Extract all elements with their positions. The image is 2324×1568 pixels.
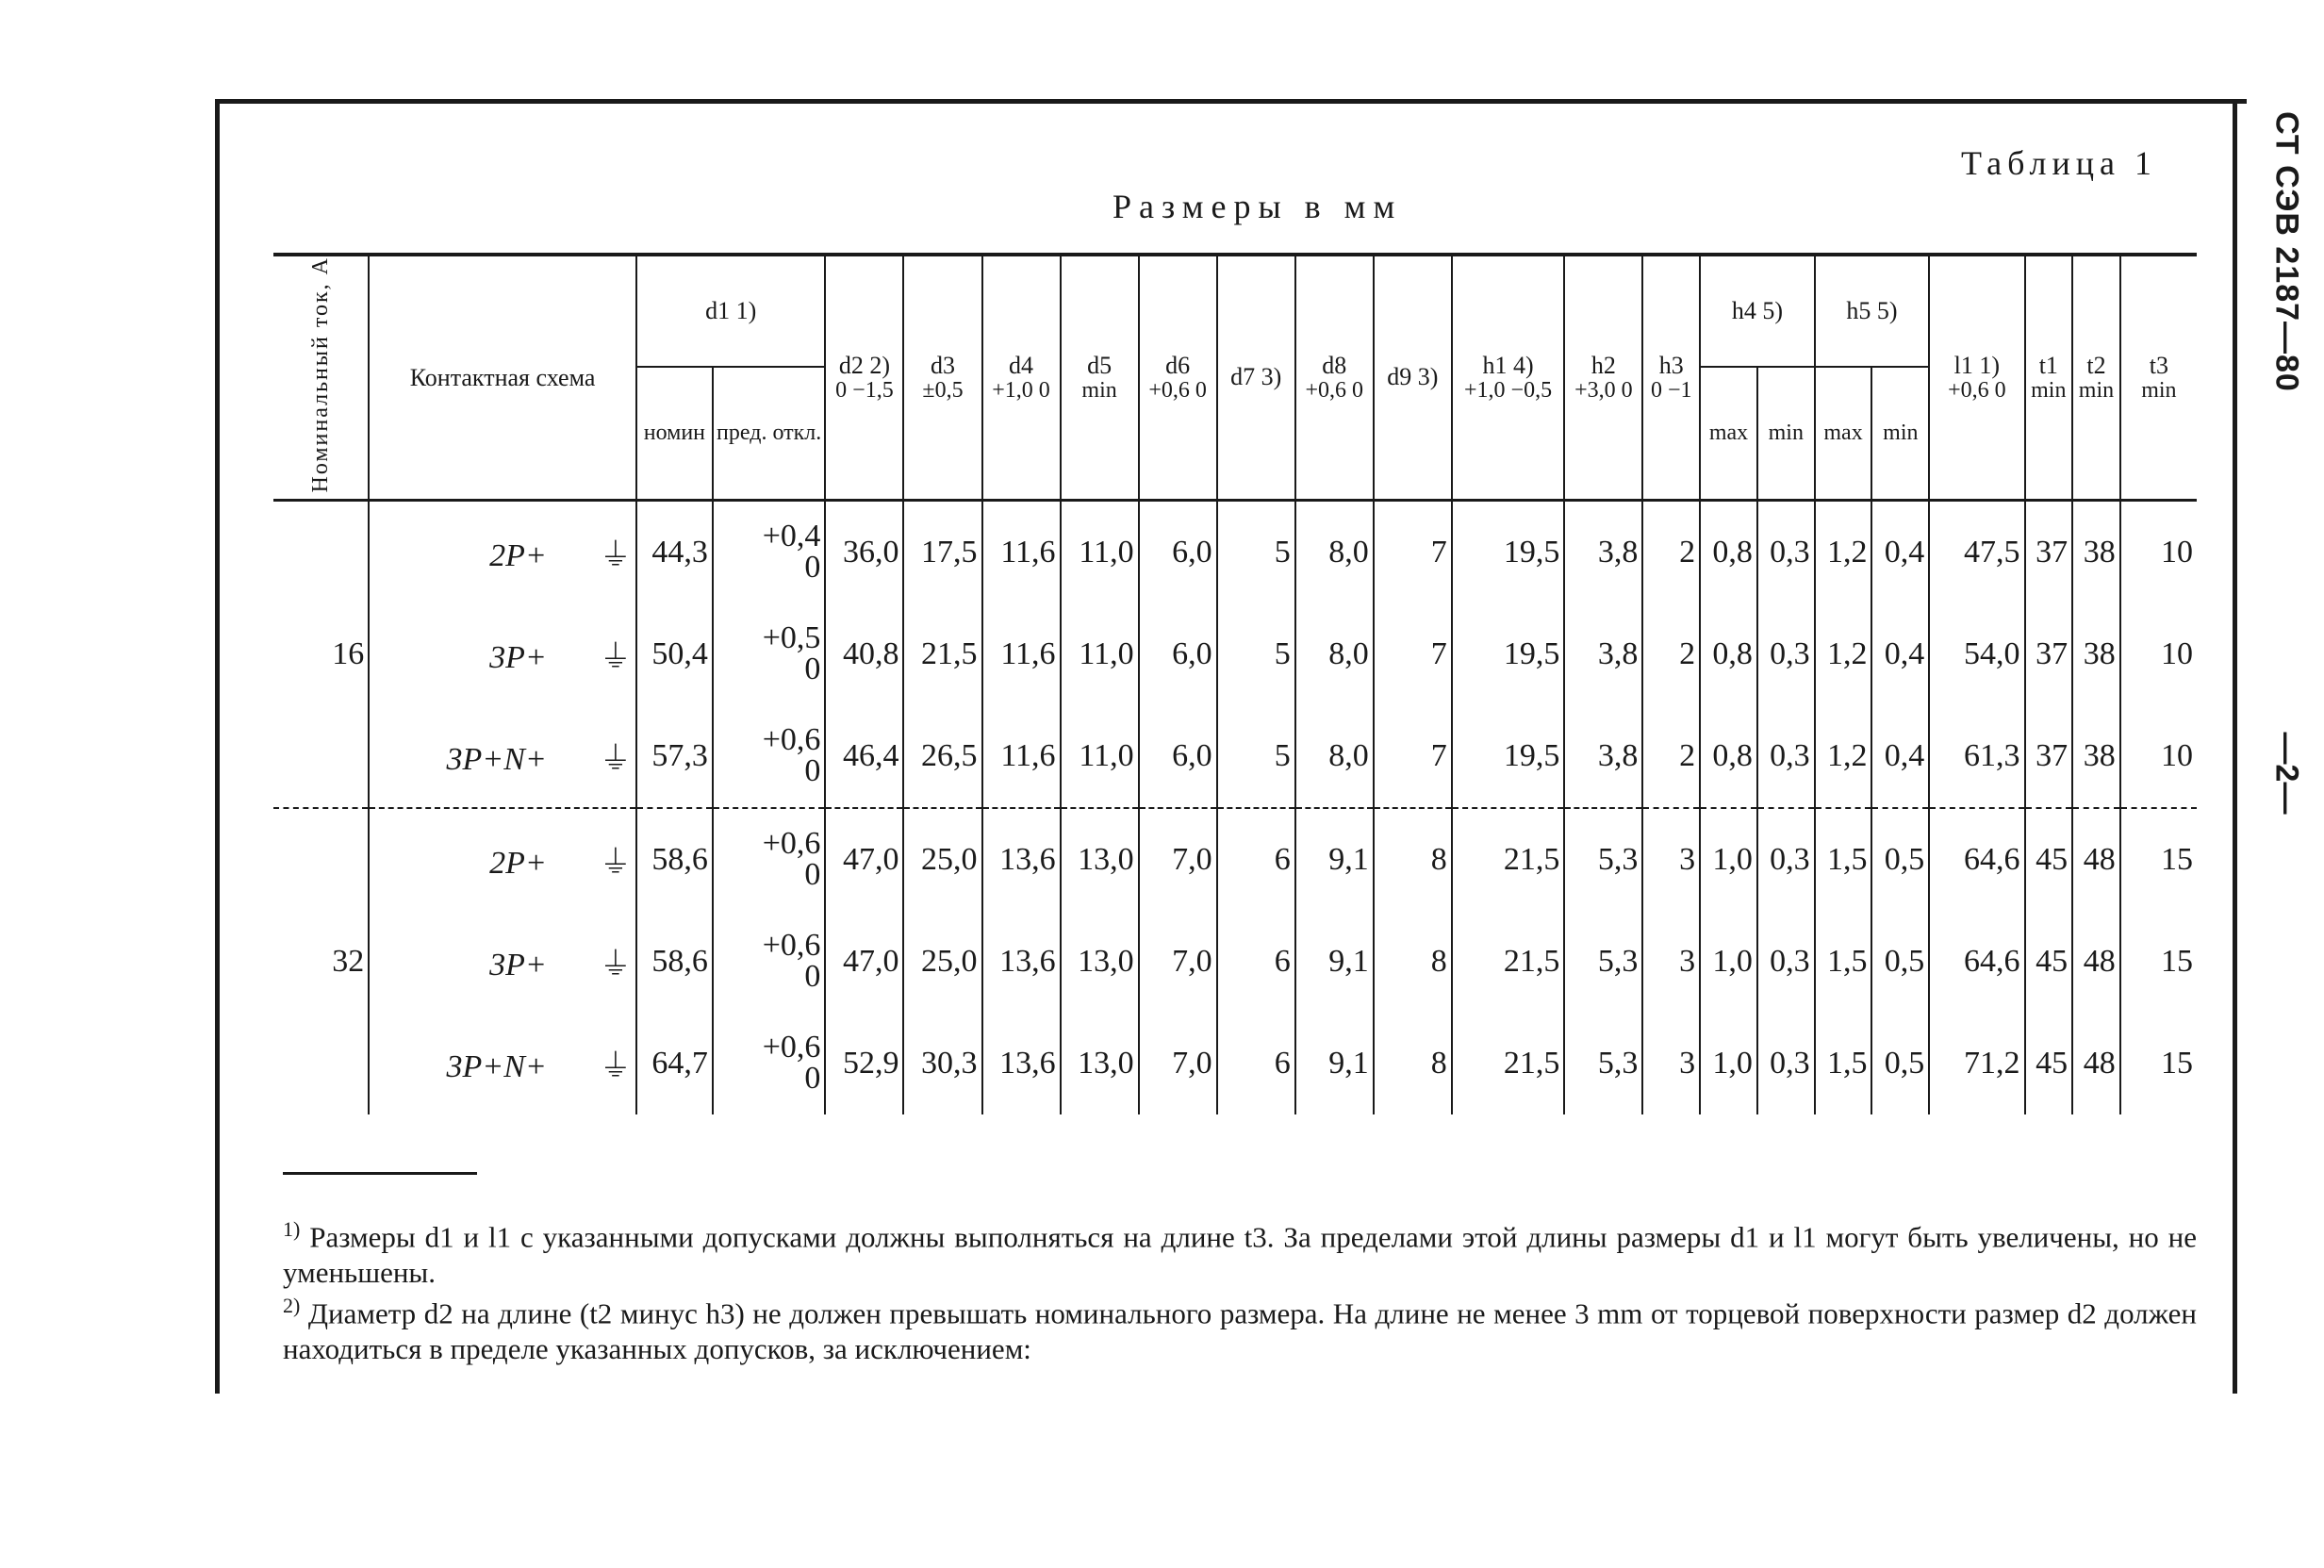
t3-cell: 15: [2120, 808, 2197, 911]
d9-cell: 7: [1374, 500, 1452, 603]
deviation-lower: 0: [804, 549, 821, 585]
d6-cell: 6,0: [1139, 603, 1217, 705]
d7-cell: 5: [1217, 500, 1295, 603]
contact-scheme-cell: [369, 911, 636, 1013]
deviation-lower: 0: [804, 651, 821, 686]
h2-cell: 3,8: [1564, 705, 1642, 808]
h5-min-cell: 0,4: [1871, 705, 1929, 808]
t1-cell: 37: [2025, 500, 2073, 603]
footnote-2: [283, 1288, 2197, 1367]
d4-cell: 11,6: [982, 705, 1061, 808]
t2-cell: 48: [2072, 1013, 2120, 1114]
deviation-upper: +0,6: [762, 1030, 821, 1065]
h2-cell: 5,3: [1564, 808, 1642, 911]
d9-cell: 8: [1374, 808, 1452, 911]
h5-min-cell: 0,5: [1871, 911, 1929, 1013]
d2-cell: 36,0: [825, 500, 903, 603]
d8-cell: 9,1: [1295, 808, 1374, 911]
deviation-lower: 0: [804, 958, 821, 994]
col-h4: h4 5): [1700, 255, 1815, 367]
h3-cell: 3: [1642, 911, 1700, 1013]
d8-cell: 9,1: [1295, 1013, 1374, 1114]
rated-current-cell: 16: [273, 500, 369, 808]
t3-cell: 15: [2120, 911, 2197, 1013]
ground-icon: ⏚: [599, 538, 632, 574]
scheme-label: 2P+: [489, 538, 547, 574]
t2-cell: 48: [2072, 808, 2120, 911]
d5-cell: 11,0: [1061, 500, 1139, 603]
h4-max-cell: 0,8: [1700, 705, 1757, 808]
h4-min-cell: 0,3: [1757, 500, 1815, 603]
h5-max-cell: 1,5: [1815, 808, 1872, 911]
h2-cell: 3,8: [1564, 500, 1642, 603]
h4-max-cell: 0,8: [1700, 500, 1757, 603]
col-d5: d5 min: [1061, 255, 1139, 500]
l1-cell: 47,5: [1929, 500, 2024, 603]
h2-cell: 5,3: [1564, 1013, 1642, 1114]
d2-cell: 47,0: [825, 808, 903, 911]
table-row: [273, 500, 2197, 603]
h4-min-cell: 0,3: [1757, 911, 1815, 1013]
d5-cell: 13,0: [1061, 911, 1139, 1013]
col-h4-max: max: [1700, 367, 1757, 500]
h1-cell: 21,5: [1452, 1013, 1565, 1114]
table-row: [273, 603, 2197, 705]
deviation-lower: 0: [804, 752, 821, 788]
footnote-rule: [283, 1172, 477, 1175]
d3-cell: 25,0: [903, 911, 981, 1013]
l1-cell: 64,6: [1929, 911, 2024, 1013]
t1-cell: 37: [2025, 603, 2073, 705]
d1-deviation-cell: [713, 603, 826, 705]
d2-cell: 46,4: [825, 705, 903, 808]
page-frame-right: [2233, 99, 2237, 1394]
t2-cell: 48: [2072, 911, 2120, 1013]
d7-cell: 6: [1217, 1013, 1295, 1114]
table-row: [273, 808, 2197, 911]
d7-cell: 5: [1217, 705, 1295, 808]
page-frame-left: [215, 99, 220, 1394]
ground-icon: ⏚: [599, 742, 632, 778]
deviation-upper: +0,6: [762, 928, 821, 964]
d9-cell: 8: [1374, 911, 1452, 1013]
d3-cell: 25,0: [903, 808, 981, 911]
col-d2: d2 2) 0 −1,5: [825, 255, 903, 500]
d8-cell: 8,0: [1295, 603, 1374, 705]
ground-icon: ⏚: [599, 948, 632, 983]
d5-cell: 11,0: [1061, 603, 1139, 705]
contact-scheme-cell: [369, 500, 636, 603]
col-d3: d3 ±0,5: [903, 255, 981, 500]
footnote-2-text: Диаметр d2 на длине (t2 минус h3) не должен превышать номинального размера. На длине не менее 3 mm от торцевой поверхности размер d2 должен находиться в пределе указанных допусков, за исключением:: [283, 1296, 2197, 1366]
deviation-lower: 0: [804, 856, 821, 892]
h1-cell: 19,5: [1452, 500, 1565, 603]
deviation-upper: +0,4: [762, 519, 821, 554]
d1-nominal-cell: 57,3: [636, 705, 713, 808]
col-h5: h5 5): [1815, 255, 1930, 367]
t3-cell: 10: [2120, 603, 2197, 705]
col-d7: d7 3): [1217, 255, 1295, 500]
d3-cell: 17,5: [903, 500, 981, 603]
table-row: [273, 705, 2197, 808]
h4-min-cell: 0,3: [1757, 1013, 1815, 1114]
units-label: Размеры в мм: [1113, 188, 1403, 225]
l1-cell: 64,6: [1929, 808, 2024, 911]
d6-cell: 7,0: [1139, 1013, 1217, 1114]
t3-cell: 15: [2120, 1013, 2197, 1114]
table-label: Таблица 1: [1961, 144, 2157, 182]
t3-cell: 10: [2120, 500, 2197, 603]
col-h1: h1 4) +1,0 −0,5: [1452, 255, 1565, 500]
h5-max-cell: 1,2: [1815, 500, 1872, 603]
h5-max-cell: 1,5: [1815, 911, 1872, 1013]
d6-cell: 7,0: [1139, 808, 1217, 911]
scheme-label: 3P+: [489, 640, 547, 676]
h5-min-cell: 0,5: [1871, 1013, 1929, 1114]
scheme-label: 3P+N+: [446, 1049, 547, 1085]
col-t1: t1 min: [2025, 255, 2073, 500]
d9-cell: 7: [1374, 603, 1452, 705]
col-d9: d9 3): [1374, 255, 1452, 500]
ground-icon: ⏚: [599, 846, 632, 882]
d5-cell: 13,0: [1061, 808, 1139, 911]
col-d4: d4 +1,0 0: [982, 255, 1061, 500]
col-h4-min: min: [1757, 367, 1815, 500]
ground-icon: ⏚: [599, 1049, 632, 1085]
d4-cell: 13,6: [982, 1013, 1061, 1114]
t2-cell: 38: [2072, 603, 2120, 705]
table-row: [273, 1013, 2197, 1114]
footnote-1-mark: 1): [283, 1217, 301, 1241]
d8-cell: 9,1: [1295, 911, 1374, 1013]
d1-nominal-cell: 50,4: [636, 603, 713, 705]
d1-nominal-cell: 58,6: [636, 808, 713, 911]
col-d8: d8 +0,6 0: [1295, 255, 1374, 500]
deviation-upper: +0,6: [762, 826, 821, 862]
t1-cell: 45: [2025, 1013, 2073, 1114]
scheme-label: 3P+: [489, 948, 547, 983]
d3-cell: 30,3: [903, 1013, 981, 1114]
d8-cell: 8,0: [1295, 500, 1374, 603]
h4-min-cell: 0,3: [1757, 603, 1815, 705]
d2-cell: 40,8: [825, 603, 903, 705]
col-t2: t2 min: [2072, 255, 2120, 500]
t1-cell: 45: [2025, 808, 2073, 911]
d1-deviation-cell: [713, 500, 826, 603]
t2-cell: 38: [2072, 500, 2120, 603]
d2-cell: 47,0: [825, 911, 903, 1013]
d5-cell: 13,0: [1061, 1013, 1139, 1114]
h2-cell: 5,3: [1564, 911, 1642, 1013]
d6-cell: 6,0: [1139, 500, 1217, 603]
page-number: —2—: [2268, 732, 2305, 815]
h1-cell: 19,5: [1452, 705, 1565, 808]
col-h5-max: max: [1815, 367, 1872, 500]
d7-cell: 6: [1217, 808, 1295, 911]
col-l1: l1 1) +0,6 0: [1929, 255, 2024, 500]
d5-cell: 11,0: [1061, 705, 1139, 808]
d7-cell: 5: [1217, 603, 1295, 705]
d9-cell: 7: [1374, 705, 1452, 808]
t1-cell: 45: [2025, 911, 2073, 1013]
col-d1-nom: номин: [636, 367, 713, 500]
d4-cell: 11,6: [982, 603, 1061, 705]
footnote-1-text: Размеры d1 и l1 с указанными допусками должны выполняться на длине t3. За пределами этой длины размеры d1 и l1 могут быть увеличены, но не уменьшены.: [283, 1220, 2198, 1290]
d4-cell: 13,6: [982, 911, 1061, 1013]
h3-cell: 3: [1642, 808, 1700, 911]
h4-max-cell: 0,8: [1700, 603, 1757, 705]
contact-scheme-cell: [369, 705, 636, 808]
col-h2: h2 +3,0 0: [1564, 255, 1642, 500]
t2-cell: 38: [2072, 705, 2120, 808]
col-t3: t3 min: [2120, 255, 2197, 500]
deviation-upper: +0,5: [762, 620, 821, 656]
d8-cell: 8,0: [1295, 705, 1374, 808]
h4-max-cell: 1,0: [1700, 911, 1757, 1013]
contact-scheme-cell: [369, 808, 636, 911]
d4-cell: 13,6: [982, 808, 1061, 911]
h3-cell: 2: [1642, 500, 1700, 603]
t3-cell: 10: [2120, 705, 2197, 808]
ground-icon: ⏚: [599, 640, 632, 676]
h5-min-cell: 0,4: [1871, 500, 1929, 603]
h3-cell: 2: [1642, 603, 1700, 705]
d4-cell: 11,6: [982, 500, 1061, 603]
d1-deviation-cell: [713, 705, 826, 808]
page-frame-top: [215, 99, 2247, 104]
h4-min-cell: 0,3: [1757, 705, 1815, 808]
h5-min-cell: 0,4: [1871, 603, 1929, 705]
h4-max-cell: 1,0: [1700, 1013, 1757, 1114]
d1-deviation-cell: [713, 911, 826, 1013]
deviation-upper: +0,6: [762, 722, 821, 758]
dimensions-table: [273, 253, 2197, 1114]
h5-min-cell: 0,5: [1871, 808, 1929, 911]
h5-max-cell: 1,2: [1815, 603, 1872, 705]
l1-cell: 54,0: [1929, 603, 2024, 705]
d7-cell: 6: [1217, 911, 1295, 1013]
h3-cell: 2: [1642, 705, 1700, 808]
contact-scheme-cell: [369, 1013, 636, 1114]
d1-nominal-cell: 58,6: [636, 911, 713, 1013]
d1-nominal-cell: 64,7: [636, 1013, 713, 1114]
h5-max-cell: 1,5: [1815, 1013, 1872, 1114]
footnote-2-mark: 2): [283, 1294, 301, 1317]
rated-current-cell: 32: [273, 808, 369, 1114]
col-contact-scheme: Контактная схема: [369, 255, 636, 500]
d9-cell: 8: [1374, 1013, 1452, 1114]
h4-min-cell: 0,3: [1757, 808, 1815, 911]
table-row: [273, 911, 2197, 1013]
h1-cell: 21,5: [1452, 808, 1565, 911]
standard-code: СТ СЭВ 2187—80: [2268, 111, 2305, 392]
h3-cell: 3: [1642, 1013, 1700, 1114]
h1-cell: 21,5: [1452, 911, 1565, 1013]
col-d1-dev: пред. откл.: [713, 367, 826, 500]
col-rated-current: Номинальный ток, А: [273, 255, 369, 500]
d3-cell: 21,5: [903, 603, 981, 705]
footnote-1: [283, 1212, 2197, 1291]
col-h3: h3 0 −1: [1642, 255, 1700, 500]
col-d1: d1 1): [636, 255, 826, 367]
d1-deviation-cell: [713, 1013, 826, 1114]
d3-cell: 26,5: [903, 705, 981, 808]
deviation-lower: 0: [804, 1060, 821, 1096]
d1-nominal-cell: 44,3: [636, 500, 713, 603]
contact-scheme-cell: [369, 603, 636, 705]
h2-cell: 3,8: [1564, 603, 1642, 705]
t1-cell: 37: [2025, 705, 2073, 808]
d6-cell: 7,0: [1139, 911, 1217, 1013]
h4-max-cell: 1,0: [1700, 808, 1757, 911]
table-body: [273, 500, 2197, 1114]
l1-cell: 71,2: [1929, 1013, 2024, 1114]
scheme-label: 2P+: [489, 846, 547, 882]
col-h5-min: min: [1871, 367, 1929, 500]
h1-cell: 19,5: [1452, 603, 1565, 705]
h5-max-cell: 1,2: [1815, 705, 1872, 808]
d1-deviation-cell: [713, 808, 826, 911]
scheme-label: 3P+N+: [446, 742, 547, 778]
l1-cell: 61,3: [1929, 705, 2024, 808]
col-d6: d6 +0,6 0: [1139, 255, 1217, 500]
d2-cell: 52,9: [825, 1013, 903, 1114]
d6-cell: 6,0: [1139, 705, 1217, 808]
